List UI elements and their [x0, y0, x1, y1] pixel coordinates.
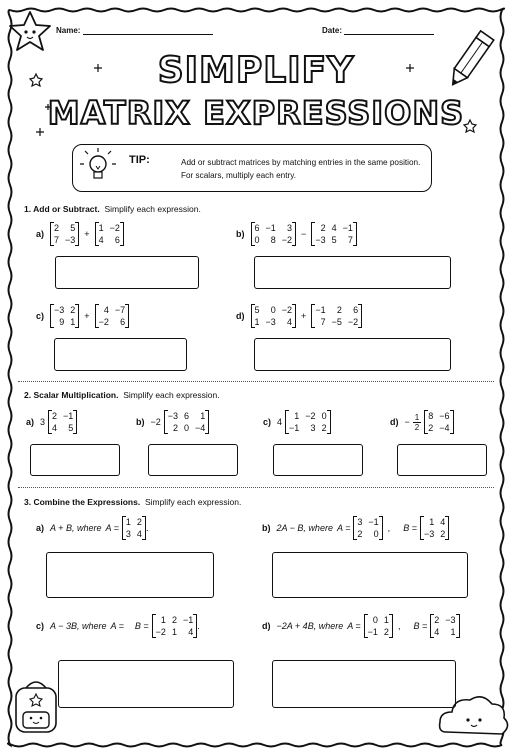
expression [36, 222, 124, 246]
matrix-entry: 2 [440, 529, 446, 539]
answer-box-2c[interactable] [273, 444, 363, 476]
answer-box-3b[interactable] [272, 552, 468, 598]
matrix-entry: −3 [265, 317, 276, 327]
matrix-entry: 1 [98, 223, 104, 233]
matrix-entry: −3 [423, 529, 435, 539]
expression [136, 410, 209, 434]
backpack-icon [16, 682, 56, 732]
matrix-entry: 8 [428, 411, 434, 421]
matrix-b [95, 304, 130, 328]
answer-box-2d[interactable] [397, 444, 487, 476]
expression-text: A + B, where [50, 523, 102, 533]
matrix-entry: −3 [167, 411, 179, 421]
matrix-b [430, 614, 459, 638]
matrix-entry: −1 [63, 411, 74, 421]
matrix-entry: 2 [136, 517, 142, 527]
matrix [285, 410, 331, 434]
a-equals: A = [105, 523, 119, 533]
matrix-entry: −7 [114, 305, 126, 315]
name-line[interactable] [83, 34, 213, 35]
matrix-entry: 1 [254, 317, 260, 327]
matrix-entry: 4 [434, 627, 440, 637]
matrix-entry: 4 [188, 627, 194, 637]
b-equals: B = [134, 621, 149, 631]
matrix-entry: 6 [114, 235, 120, 245]
matrix-b [152, 614, 198, 638]
section-1-heading: 1. Add or Subtract. Simplify each expression. [24, 204, 201, 214]
matrix-entry: 2 [383, 627, 389, 637]
problem-label: c) [36, 621, 45, 631]
answer-box-1a[interactable] [55, 256, 199, 289]
matrix-b [311, 304, 362, 328]
problem-3c [36, 614, 200, 638]
expression [236, 222, 357, 246]
matrix-entry: 4 [331, 223, 337, 233]
matrix-entry: −2 [305, 411, 316, 421]
problem-label: a) [36, 229, 45, 239]
date-line[interactable] [344, 34, 434, 35]
matrix-entry: 4 [103, 305, 109, 315]
answer-box-2a[interactable] [30, 444, 120, 476]
problem-3b [262, 516, 449, 540]
matrix-entry: 2 [357, 529, 363, 539]
matrix-a [251, 304, 297, 328]
matrix-entry: 2 [70, 305, 76, 315]
matrix-entry: 2 [173, 423, 179, 433]
a-equals: A = [336, 523, 351, 533]
smiling-star-icon [10, 12, 50, 50]
tip-box [72, 144, 432, 192]
matrix-entry: 6 [120, 317, 126, 327]
problem-label: a) [36, 523, 45, 533]
answer-box-3d[interactable] [272, 660, 456, 708]
matrix-entry: 2 [171, 615, 177, 625]
matrix-entry: 0 [184, 423, 190, 433]
problem-label: d) [236, 311, 245, 321]
matrix-entry: 1 [294, 411, 300, 421]
matrix-entry: −2 [109, 223, 120, 233]
matrix-entry: 4 [52, 423, 58, 433]
expression [36, 304, 129, 328]
answer-box-1b[interactable] [254, 256, 451, 289]
matrix-entry: 5 [254, 305, 260, 315]
date-label: Date: [322, 26, 343, 35]
period: . [197, 621, 200, 631]
section-divider [18, 381, 494, 382]
scalar: 4 [277, 417, 283, 427]
expression-text: A − 3B, where [50, 621, 107, 631]
matrix-entry: 1 [450, 627, 456, 637]
b-equals: B = [403, 523, 417, 533]
matrix-entry: 2 [434, 615, 440, 625]
section-divider [18, 487, 494, 488]
period: . [145, 523, 149, 533]
a-equals: A = [110, 621, 124, 631]
expression [390, 410, 454, 434]
problem-label: d) [262, 621, 271, 631]
matrix-entry: 0 [372, 615, 378, 625]
matrix-entry: 2 [320, 223, 326, 233]
problem-label: b) [136, 417, 145, 427]
matrix-entry: 1 [160, 615, 166, 625]
matrix-entry: 4 [136, 529, 142, 539]
matrix-entry: −6 [439, 411, 450, 421]
matrix-entry: 6 [254, 223, 260, 233]
name-field[interactable] [56, 26, 213, 35]
matrix-entry: 4 [440, 517, 446, 527]
matrix-entry: −4 [195, 423, 206, 433]
matrix-entry: 2 [428, 423, 434, 433]
matrix-entry: −1 [315, 305, 326, 315]
matrix-entry: 7 [320, 317, 326, 327]
matrix-entry: −2 [281, 235, 293, 245]
b-equals: B = [413, 621, 428, 631]
operator: + [301, 311, 307, 321]
tip-text: Add or subtract matrices by matching entries in the same position. For scalars, multiply each entry. [181, 158, 421, 180]
fraction-numerator: 1 [414, 412, 420, 422]
problem-3a [36, 516, 148, 540]
matrix [164, 410, 210, 434]
matrix-entry: −2 [347, 317, 359, 327]
matrix-entry: 1 [125, 517, 131, 527]
matrix-entry: 4 [287, 317, 293, 327]
operator: + [84, 229, 90, 239]
matrix-entry: 3 [287, 223, 293, 233]
matrix-entry: 2 [321, 423, 327, 433]
date-field[interactable] [322, 26, 434, 35]
matrix-entry: 3 [310, 423, 316, 433]
problem-3d [262, 614, 460, 638]
answer-box-3a[interactable] [46, 552, 214, 598]
matrix-entry: 6 [353, 305, 359, 315]
operator: + [84, 311, 90, 321]
matrix-entry: −2 [281, 305, 293, 315]
matrix-a [122, 516, 146, 540]
matrix-entry: 0 [270, 305, 276, 315]
matrix-a [353, 516, 382, 540]
matrix-b [420, 516, 449, 540]
expression [26, 410, 77, 434]
scalar: −2 [150, 417, 161, 427]
scalar: 3 [40, 417, 46, 427]
matrix-entry: 2 [52, 411, 58, 421]
expression [263, 410, 331, 434]
matrix-b [95, 222, 124, 246]
matrix-entry: 5 [331, 235, 337, 245]
problem-label: c) [36, 311, 45, 321]
matrix [424, 410, 453, 434]
matrix-entry: 3 [125, 529, 131, 539]
answer-box-2b[interactable] [148, 444, 238, 476]
answer-box-3c[interactable] [58, 660, 234, 708]
matrix-entry: 1 [383, 615, 389, 625]
matrix-entry: −1 [367, 627, 378, 637]
section-2-heading: 2. Scalar Multiplication. Simplify each expression. [24, 390, 220, 400]
matrix-entry: −4 [439, 423, 450, 433]
operator: − [301, 229, 307, 239]
matrix-entry: 2 [336, 305, 342, 315]
problem-label: c) [263, 417, 272, 427]
matrix-entry: 1 [429, 517, 435, 527]
matrix-entry: 7 [54, 235, 60, 245]
matrix-entry: −1 [368, 517, 379, 527]
expression [236, 304, 362, 328]
matrix-entry: 8 [270, 235, 276, 245]
matrix-entry: 2 [54, 223, 60, 233]
matrix-a [50, 222, 79, 246]
section-3-heading: 3. Combine the Expressions. Simplify each expression. [24, 497, 242, 507]
matrix-entry: 5 [68, 423, 74, 433]
matrix-entry: 4 [98, 235, 104, 245]
matrix-entry: 0 [321, 411, 327, 421]
problem-label: d) [390, 417, 399, 427]
answer-box-1d[interactable] [254, 338, 451, 371]
matrix-entry: −3 [54, 305, 65, 315]
matrix-entry: 9 [59, 317, 65, 327]
answer-box-1c[interactable] [54, 338, 187, 371]
fraction [413, 413, 421, 432]
expression-text: −2A + 4B, where [276, 621, 344, 631]
matrix-entry: 0 [373, 529, 379, 539]
problem-label: b) [236, 229, 245, 239]
expression-text: 2A − B, where [276, 523, 333, 533]
matrix-entry: 1 [171, 627, 177, 637]
tip-label: TIP: [129, 154, 150, 166]
matrix-a [50, 304, 79, 328]
matrix-entry: −1 [289, 423, 300, 433]
matrix-b [311, 222, 357, 246]
matrix-entry: 5 [70, 223, 76, 233]
matrix-entry: −3 [65, 235, 76, 245]
fraction-denominator: 2 [414, 422, 420, 432]
matrix-entry: −1 [342, 223, 353, 233]
matrix-entry: 1 [200, 411, 206, 421]
matrix-entry: 7 [347, 235, 353, 245]
matrix-entry: −1 [265, 223, 276, 233]
separator: , [397, 621, 401, 631]
problem-label: b) [262, 523, 271, 533]
matrix-entry: 1 [70, 317, 76, 327]
matrix-entry: −3 [315, 235, 326, 245]
matrix-a [251, 222, 297, 246]
matrix-a [364, 614, 393, 638]
matrix [48, 410, 77, 434]
matrix-entry: 6 [184, 411, 190, 421]
matrix-entry: −2 [98, 317, 109, 327]
matrix-entry: 3 [357, 517, 363, 527]
separator: , [387, 523, 391, 533]
matrix-entry: −3 [445, 615, 456, 625]
matrix-entry: 0 [254, 235, 260, 245]
problem-label: a) [26, 417, 35, 427]
matrix-entry: −5 [331, 317, 342, 327]
name-label: Name: [56, 26, 81, 35]
matrix-entry: −2 [155, 627, 166, 637]
scalar: − [404, 417, 410, 427]
title-line-1: SIMPLIFY [157, 50, 355, 91]
a-equals: A = [347, 621, 361, 631]
title-line-2: MATRIX EXPRESSIONS [47, 94, 465, 132]
matrix-entry: −1 [182, 615, 194, 625]
